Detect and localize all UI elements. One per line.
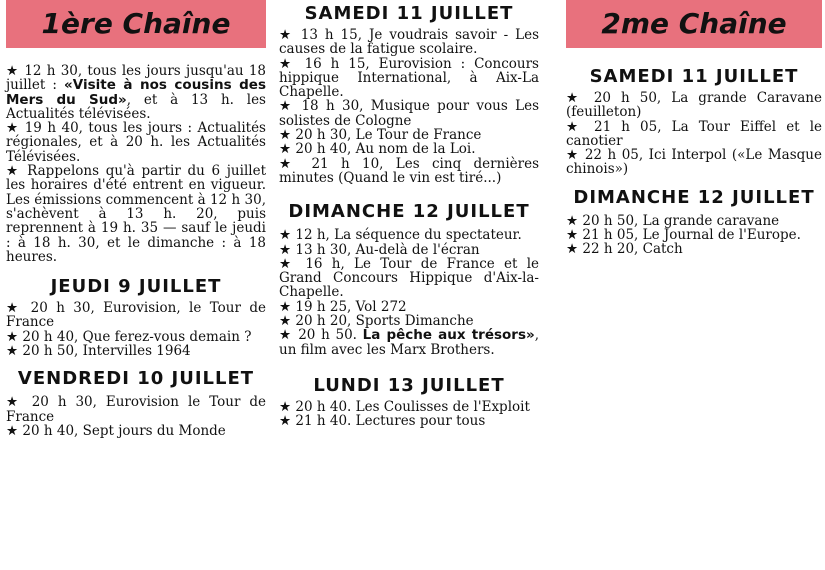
program-item: ★ 22 h 20, Catch	[566, 241, 683, 258]
program-item: ★ 18 h 30, Musique pour vous Les solistes de Cologne	[279, 98, 539, 129]
program-item: ★ 20 h 50, La grande Caravane (feuilleton)	[566, 90, 822, 121]
intro-paragraph: ★ 19 h 40, tous les jours : Actualités régionales, et à 20 h. les Actualités Télévisées.	[6, 120, 266, 165]
intro-text-end: , et à 13 h. les Actualités télévisées.	[6, 91, 266, 122]
program-item: ★ 20 h 50, La grande caravane	[566, 212, 780, 229]
intro-paragraph	[6, 64, 266, 121]
program-item: ★ 16 h, Le Tour de France et le Grand Concours Hippique d'Aix-la-Chapelle.	[279, 255, 539, 301]
middle-column	[279, 0, 539, 429]
program-item: ★ 16 h 15, Eurovision : Concours hippique International, à Aix-La Chapelle.	[279, 55, 539, 101]
day-heading-jeudi: JEUDI 9 JUILLET	[50, 276, 222, 298]
day-heading-samedi: SAMEDI 11 JUILLET	[589, 66, 799, 87]
program-item: ★ 12 h, La séquence du spectateur.	[279, 227, 522, 244]
day-heading-dimanche: DIMANCHE 12 JUILLET	[573, 186, 815, 208]
program-item: ★ 20 h 50, Intervilles 1964	[6, 343, 191, 360]
program-item: ★ 22 h 05, Ici Interpol («Le Masque chinois»)	[566, 147, 822, 178]
program-item: ★ 20 h 20, Sports Dimanche	[279, 313, 474, 330]
program-item: ★ 21 h 10, Les cinq dernières minutes (Quand le vin est tiré...)	[279, 155, 539, 186]
day-heading-dimanche: DIMANCHE 12 JUILLET	[288, 201, 530, 223]
intro-paragraph: ★ Rappelons qu'à partir du 6 juillet les horaires d'été entrent en vigueur. Les émissions commencent à 12 h 30, s'achèvent à 13 h. 20, puis reprennent à 19 h. 35 — sauf le jeudi : à 18 h. 30, et le dimanche : à 18 heures.	[6, 163, 266, 265]
program-item: ★ 19 h 25, Vol 272	[279, 298, 407, 315]
second-channel-banner: 2me Chaîne	[566, 0, 822, 48]
program-item: ★ 20 h 30, Eurovision, le Tour de France	[6, 300, 266, 331]
program-item: ★ 13 h 30, Au-delà de l'écran	[279, 241, 480, 258]
second-channel-column	[566, 0, 822, 257]
day-heading-vendredi: VENDREDI 10 JUILLET	[17, 368, 255, 390]
program-item: ★ 20 h 40, Au nom de la Loi.	[279, 141, 476, 158]
day-heading-samedi: SAMEDI 11 JUILLET	[304, 3, 514, 24]
program-item: ★ 20 h 30, Eurovision le Tour de France	[6, 394, 266, 425]
program-item: ★ 20 h 30, Le Tour de France	[279, 127, 482, 144]
program-item: ★ 20 h 40, Que ferez-vous demain ?	[6, 328, 252, 345]
program-bold-title: La pêche aux trésors»	[362, 327, 535, 344]
program-item: ★ 21 h 05, Le Journal de l'Europe.	[566, 227, 801, 244]
intro-text: ★ 12 h 30, tous les jours jusqu'au 18 juillet :	[6, 63, 266, 94]
program-time: ★ 20 h 50.	[279, 327, 363, 344]
day-heading-lundi: LUNDI 13 JUILLET	[313, 374, 505, 396]
first-channel-column	[6, 0, 266, 438]
program-item: ★ 20 h 40, Sept jours du Monde	[6, 422, 226, 439]
program-item: ★ 21 h 40. Lectures pour tous	[279, 413, 486, 430]
program-item: ★ 21 h 05, La Tour Eiffel et le canotier	[566, 118, 822, 149]
program-item: ★ 20 h 40. Les Coulisses de l'Exploit	[279, 398, 530, 415]
program-item	[279, 328, 539, 357]
intro-bold-title: «Visite à nos cousins des Mers du Sud»	[6, 77, 266, 108]
program-item: ★ 13 h 15, Je voudrais savoir - Les causes de la fatigue scolaire.	[279, 27, 539, 58]
program-desc: , un film avec les Marx Brothers.	[279, 327, 539, 358]
first-channel-banner: 1ère Chaîne	[6, 0, 266, 48]
